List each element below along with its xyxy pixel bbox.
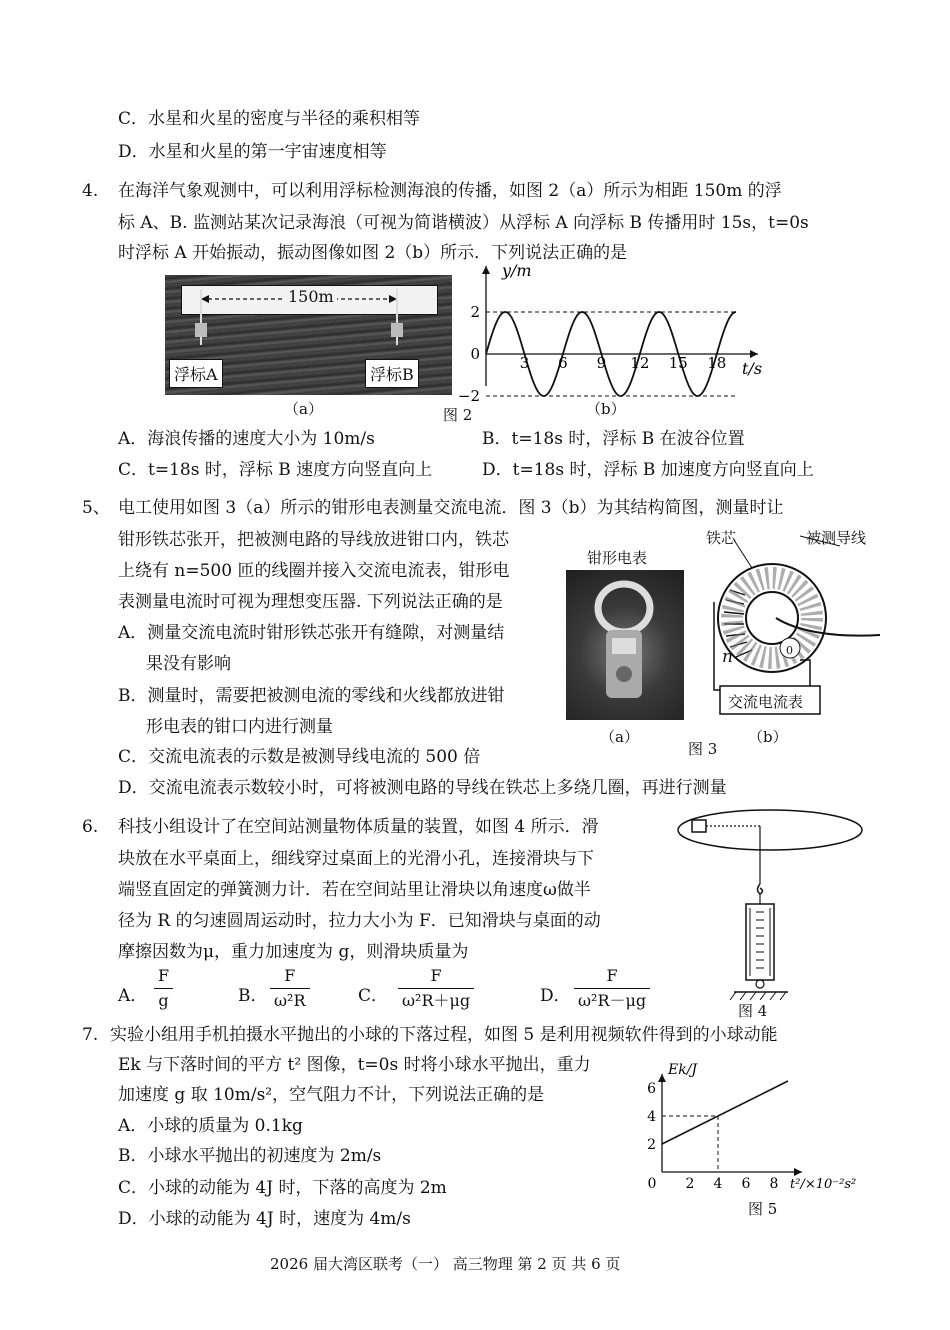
q6-option-d-numerator: F xyxy=(606,966,618,985)
wave-y-arrow xyxy=(482,266,490,274)
q6-option-a-fraction xyxy=(154,966,173,1011)
clamp-meter-label: 钳形电表 xyxy=(587,549,648,567)
q7-option-b: B．小球水平抛出的初速度为 2m/s xyxy=(118,1146,382,1166)
wave-x-tick-label: 18 xyxy=(707,354,727,372)
q6-option-b-denominator: ω²R xyxy=(274,991,306,1010)
figure-2a-sea-photo xyxy=(165,275,452,395)
q4-line2: 标 A、B. 监测站某次记录海浪（可视为简谐横波）从浮标 A 向浮标 B 传播用时 15s，t=0s xyxy=(118,213,809,233)
figure-4-caption: 图 4 xyxy=(738,1002,768,1020)
distance-label: 150m xyxy=(285,287,337,306)
q6-option-d-fraction xyxy=(574,966,650,1011)
buoy-a-label: 浮标A xyxy=(169,359,223,388)
q4-number: 4. xyxy=(82,181,99,201)
figure-4-spring-scale-apparatus xyxy=(674,804,874,1004)
figure-2-caption: 图 2 xyxy=(443,406,473,424)
coil-n-label: n xyxy=(722,647,733,667)
q4-option-c: C．t=18s 时，浮标 B 速度方向竖直向上 xyxy=(118,460,433,480)
wave-y-axis-label: y/m xyxy=(502,261,532,280)
wave-x-tick-label: 6 xyxy=(558,354,568,372)
q6-option-c-denominator: ω²R＋μg xyxy=(402,991,471,1010)
figure-3b-transformer-diagram xyxy=(700,520,890,720)
q6-number: 6. xyxy=(82,817,99,837)
wave-x-tick-label: 12 xyxy=(630,354,650,372)
dial-zero-label: 0 xyxy=(786,644,793,657)
wave-x-tick-label: 9 xyxy=(596,354,607,372)
q6-option-b-fraction xyxy=(270,966,310,1011)
q5-option-d: D．交流电流表示数较小时，可将被测电路的导线在铁芯上多绕几圈，再进行测量 xyxy=(118,778,727,798)
wave-y-tick-label: 2 xyxy=(470,303,480,321)
ek-y-axis-label: Ek/J xyxy=(668,1062,698,1078)
q6-option-c-numerator: F xyxy=(430,966,442,985)
q7-option-a: A．小球的质量为 0.1kg xyxy=(118,1116,303,1136)
figure-3a-clamp-meter-photo xyxy=(566,570,684,720)
iron-core-label: 铁芯 xyxy=(706,529,737,547)
ek-x-axis-label: t²/×10⁻²s² xyxy=(790,1177,857,1192)
q6-line2: 块放在水平桌面上，细线穿过桌面上的光滑小孔，连接滑块与下 xyxy=(118,849,594,869)
q4-option-a: A．海浪传播的速度大小为 10m/s xyxy=(118,429,375,449)
q6-line4: 径为 R 的匀速圆周运动时，拉力大小为 F．已知滑块与桌面的动 xyxy=(118,911,601,931)
figure-3-caption: 图 3 xyxy=(688,740,718,758)
q7-line3: 加速度 g 取 10m/s²，空气阻力不计，下列说法正确的是 xyxy=(118,1085,545,1105)
figure-5-ek-chart xyxy=(640,1060,870,1195)
q5-option-a-line2: 果没有影响 xyxy=(146,654,231,674)
q7-option-c: C．小球的动能为 4J 时，下落的高度为 2m xyxy=(118,1178,447,1198)
q6-option-a-label: A． xyxy=(118,986,148,1006)
wave-x-tick-label: 3 xyxy=(519,354,530,372)
figure-5-caption: 图 5 xyxy=(748,1200,778,1218)
page-footer: 2026 届大湾区联考（一） 高三物理 第 2 页 共 6 页 xyxy=(270,1255,621,1273)
q5-option-b-line2: 形电表的钳口内进行测量 xyxy=(146,717,333,737)
ek-x-arrow xyxy=(794,1168,802,1176)
figure-2a-caption: （a） xyxy=(284,400,323,418)
q7-line1: 实验小组用手机拍摄水平抛出的小球的下落过程，如图 5 是利用视频软件得到的小球动能 xyxy=(110,1025,778,1045)
q5-line3: 上绕有 n=500 匝的线圈并接入交流电流表，钳形电 xyxy=(118,561,510,581)
q6-option-c-fraction xyxy=(398,966,474,1011)
figure-2b-caption: （b） xyxy=(586,400,626,418)
wave-x-axis-label: t/s xyxy=(742,359,763,378)
q7-number: 7. xyxy=(82,1025,99,1045)
clamp-meter-icon xyxy=(566,570,684,720)
q6-option-c-label: C． xyxy=(358,986,389,1006)
figure-3a-caption: （a） xyxy=(600,728,639,746)
q3-option-c: C．水星和火星的密度与半径的乘积相等 xyxy=(118,109,421,129)
wave-x-arrow xyxy=(750,350,758,358)
ek-x-tick-label: 0 xyxy=(647,1176,657,1192)
q5-option-b-line1: B．测量时，需要把被测电流的零线和火线都放进钳 xyxy=(118,686,505,706)
wave-x-tick-label: 15 xyxy=(668,354,688,372)
q7-line2: Ek 与下落时间的平方 t² 图像，t=0s 时将小球水平抛出，重力 xyxy=(118,1055,591,1075)
ek-x-tick-label: 6 xyxy=(741,1176,751,1192)
q6-line5: 摩擦因数为μ，重力加速度为 g，则滑块质量为 xyxy=(118,942,469,962)
ek-y-tick-label: 6 xyxy=(647,1081,656,1097)
wave-y-tick-label: 0 xyxy=(470,345,480,363)
q4-line3: 时浮标 A 开始振动，振动图像如图 2（b）所示．下列说法正确的是 xyxy=(118,243,628,263)
q4-option-d: D．t=18s 时，浮标 B 加速度方向竖直向上 xyxy=(482,460,814,480)
wave-y-tick-label: −2 xyxy=(457,387,480,405)
figure-3b-caption: （b） xyxy=(748,728,788,746)
q4-option-b: B．t=18s 时，浮标 B 在波谷位置 xyxy=(482,429,745,449)
ek-y-tick-label: 2 xyxy=(647,1137,656,1153)
q6-option-b-label: B． xyxy=(238,986,268,1006)
measured-wire-label: 被测导线 xyxy=(806,529,867,547)
q6-line1: 科技小组设计了在空间站测量物体质量的装置，如图 4 所示．滑 xyxy=(118,817,599,837)
ek-y-arrow xyxy=(658,1074,666,1082)
q5-number: 5、 xyxy=(82,498,110,518)
buoy-b-label: 浮标B xyxy=(365,359,419,388)
q5-option-a-line1: A．测量交流电流时钳形铁芯张开有缝隙，对测量结 xyxy=(118,623,505,643)
figure-2b-wave-chart xyxy=(457,258,772,405)
q3-option-d: D．水星和火星的第一宇宙速度相等 xyxy=(118,142,387,162)
q7-option-d: D．小球的动能为 4J 时，速度为 4m/s xyxy=(118,1209,411,1229)
ammeter-label: 交流电流表 xyxy=(728,693,804,711)
q5-line4: 表测量电流时可视为理想变压器. 下列说法正确的是 xyxy=(118,592,503,612)
q6-option-d-denominator: ω²R－μg xyxy=(578,991,647,1010)
q6-option-a-numerator: F xyxy=(158,966,170,985)
q6-option-b-numerator: F xyxy=(284,966,296,985)
ek-y-tick-label: 4 xyxy=(647,1109,656,1125)
q6-line3: 端竖直固定的弹簧测力计．若在空间站里让滑块以角速度ω做半 xyxy=(118,880,591,900)
ek-series-line xyxy=(662,1081,788,1144)
q6-option-a-denominator: g xyxy=(158,991,169,1010)
q5-option-c: C．交流电流表的示数是被测导线电流的 500 倍 xyxy=(118,747,481,767)
ek-x-tick-label: 8 xyxy=(769,1176,779,1192)
q6-option-d-label: D． xyxy=(540,986,571,1006)
ek-x-tick-label: 4 xyxy=(713,1176,723,1192)
q5-line2: 钳形铁芯张开，把被测电路的导线放进钳口内，铁芯 xyxy=(118,530,509,550)
ek-x-tick-label: 2 xyxy=(685,1176,695,1192)
q5-line1: 电工使用如图 3（a）所示的钳形电表测量交流电流．图 3（b）为其结构简图，测量时让 xyxy=(118,498,784,518)
q4-line1: 在海洋气象观测中，可以利用浮标检测海浪的传播，如图 2（a）所示为相距 150m 的浮 xyxy=(118,181,782,201)
